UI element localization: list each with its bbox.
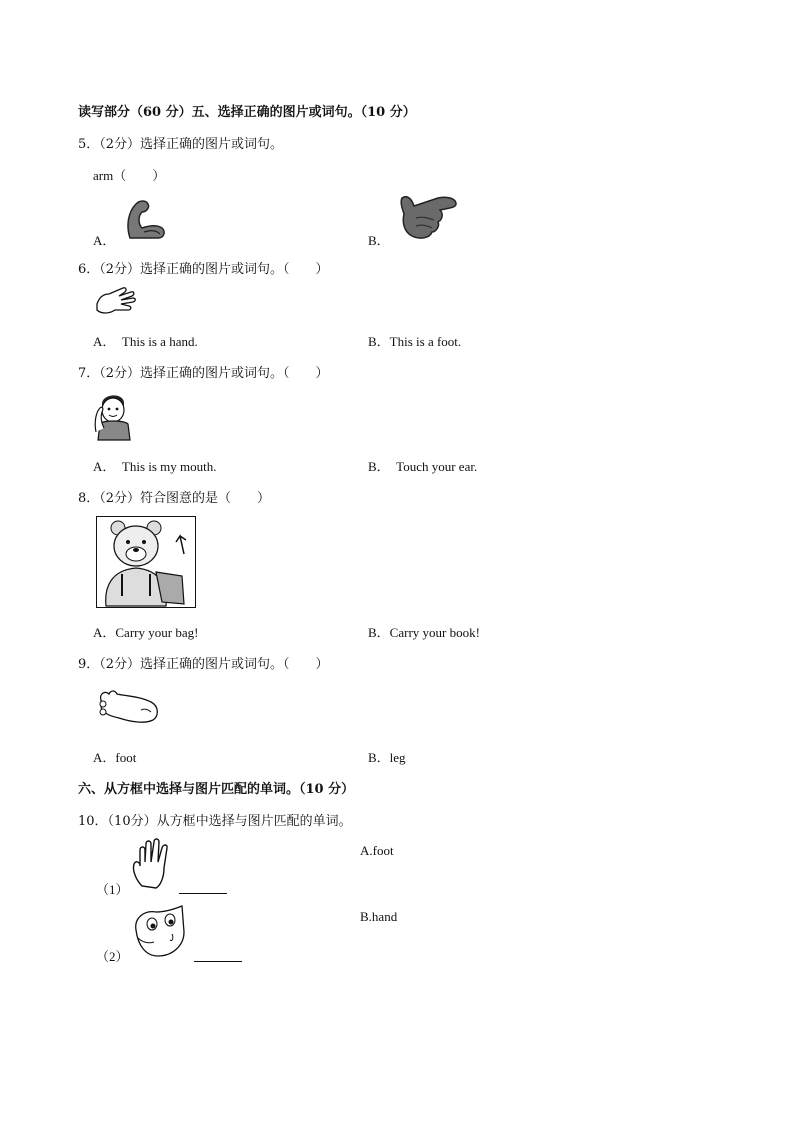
question-number: 9．: [78, 657, 100, 672]
q7-option-a[interactable]: [93, 456, 217, 475]
option-label: A．: [93, 625, 116, 640]
option-label: A．: [93, 750, 116, 765]
hand-image: [95, 284, 139, 318]
question-8: [78, 487, 270, 506]
option-label: B．: [368, 334, 390, 349]
option-text: Carry your book!: [389, 625, 480, 640]
question-10: [78, 810, 352, 829]
face-image: [128, 902, 192, 958]
flexed-arm-image[interactable]: [120, 196, 168, 242]
section-header-5: 读写部分（60 分）五、选择正确的图片或词句。（10 分）: [78, 105, 416, 120]
question-number: 6．: [78, 262, 100, 277]
option-text: leg: [389, 750, 406, 765]
q6-option-a[interactable]: [93, 331, 198, 350]
option-text: Carry your bag!: [115, 625, 199, 640]
question-text: （2分）符合图意的是（ ）: [99, 491, 271, 506]
q7-option-b[interactable]: [368, 456, 477, 475]
question-text: （10分）从方框中选择与图片匹配的单词。: [107, 814, 352, 829]
option-text: This is a hand.: [121, 334, 198, 349]
option-b-label[interactable]: B．: [368, 233, 390, 248]
q10-item-1: （1）: [96, 882, 129, 897]
option-text: Touch your ear.: [396, 459, 478, 474]
open-hand-image: [128, 836, 180, 890]
q9-option-b[interactable]: [368, 747, 406, 766]
question-number: 7．: [78, 366, 100, 381]
question-6: [78, 258, 329, 277]
question-text: （2分）选择正确的图片或词句。（ ）: [99, 366, 329, 381]
option-label: B．: [368, 459, 390, 474]
option-text: This is my mouth.: [121, 459, 217, 474]
question-number: 10．: [78, 814, 108, 829]
question-9: [78, 653, 329, 672]
answer-blank-1[interactable]: [179, 893, 227, 894]
question-text: （2分）选择正确的图片或词句。: [99, 137, 284, 152]
q10-item-2: （2）: [96, 949, 129, 964]
q10-option-a: A.foot: [360, 843, 394, 858]
question-5: [78, 133, 283, 152]
question-7: [78, 362, 329, 381]
option-label: A．: [93, 334, 116, 349]
question-number: 5．: [78, 137, 100, 152]
q9-option-a[interactable]: [93, 747, 136, 766]
option-text: foot: [115, 750, 137, 765]
foot-image: [95, 686, 161, 728]
pointing-hand-image[interactable]: [398, 192, 460, 242]
section-header-6: 六、从方框中选择与图片匹配的单词。（10 分）: [78, 782, 355, 797]
question-text: （2分）选择正确的图片或词句。（ ）: [99, 262, 329, 277]
option-label: A．: [93, 459, 116, 474]
option-a-label[interactable]: A．: [93, 233, 116, 248]
q10-option-b: B.hand: [360, 909, 398, 924]
q6-option-b[interactable]: [368, 331, 461, 350]
question-text: （2分）选择正确的图片或词句。（ ）: [99, 657, 329, 672]
option-label: B．: [368, 625, 390, 640]
q8-option-a[interactable]: [93, 622, 198, 641]
bear-with-bag-image: [96, 516, 196, 608]
question-5-prompt: arm（ ）: [93, 168, 166, 183]
boy-touching-ear-image: [92, 390, 136, 442]
answer-blank-2[interactable]: [194, 961, 242, 962]
option-text: This is a foot.: [389, 334, 462, 349]
option-label: B．: [368, 750, 390, 765]
question-number: 8．: [78, 491, 100, 506]
q8-option-b[interactable]: [368, 622, 480, 641]
